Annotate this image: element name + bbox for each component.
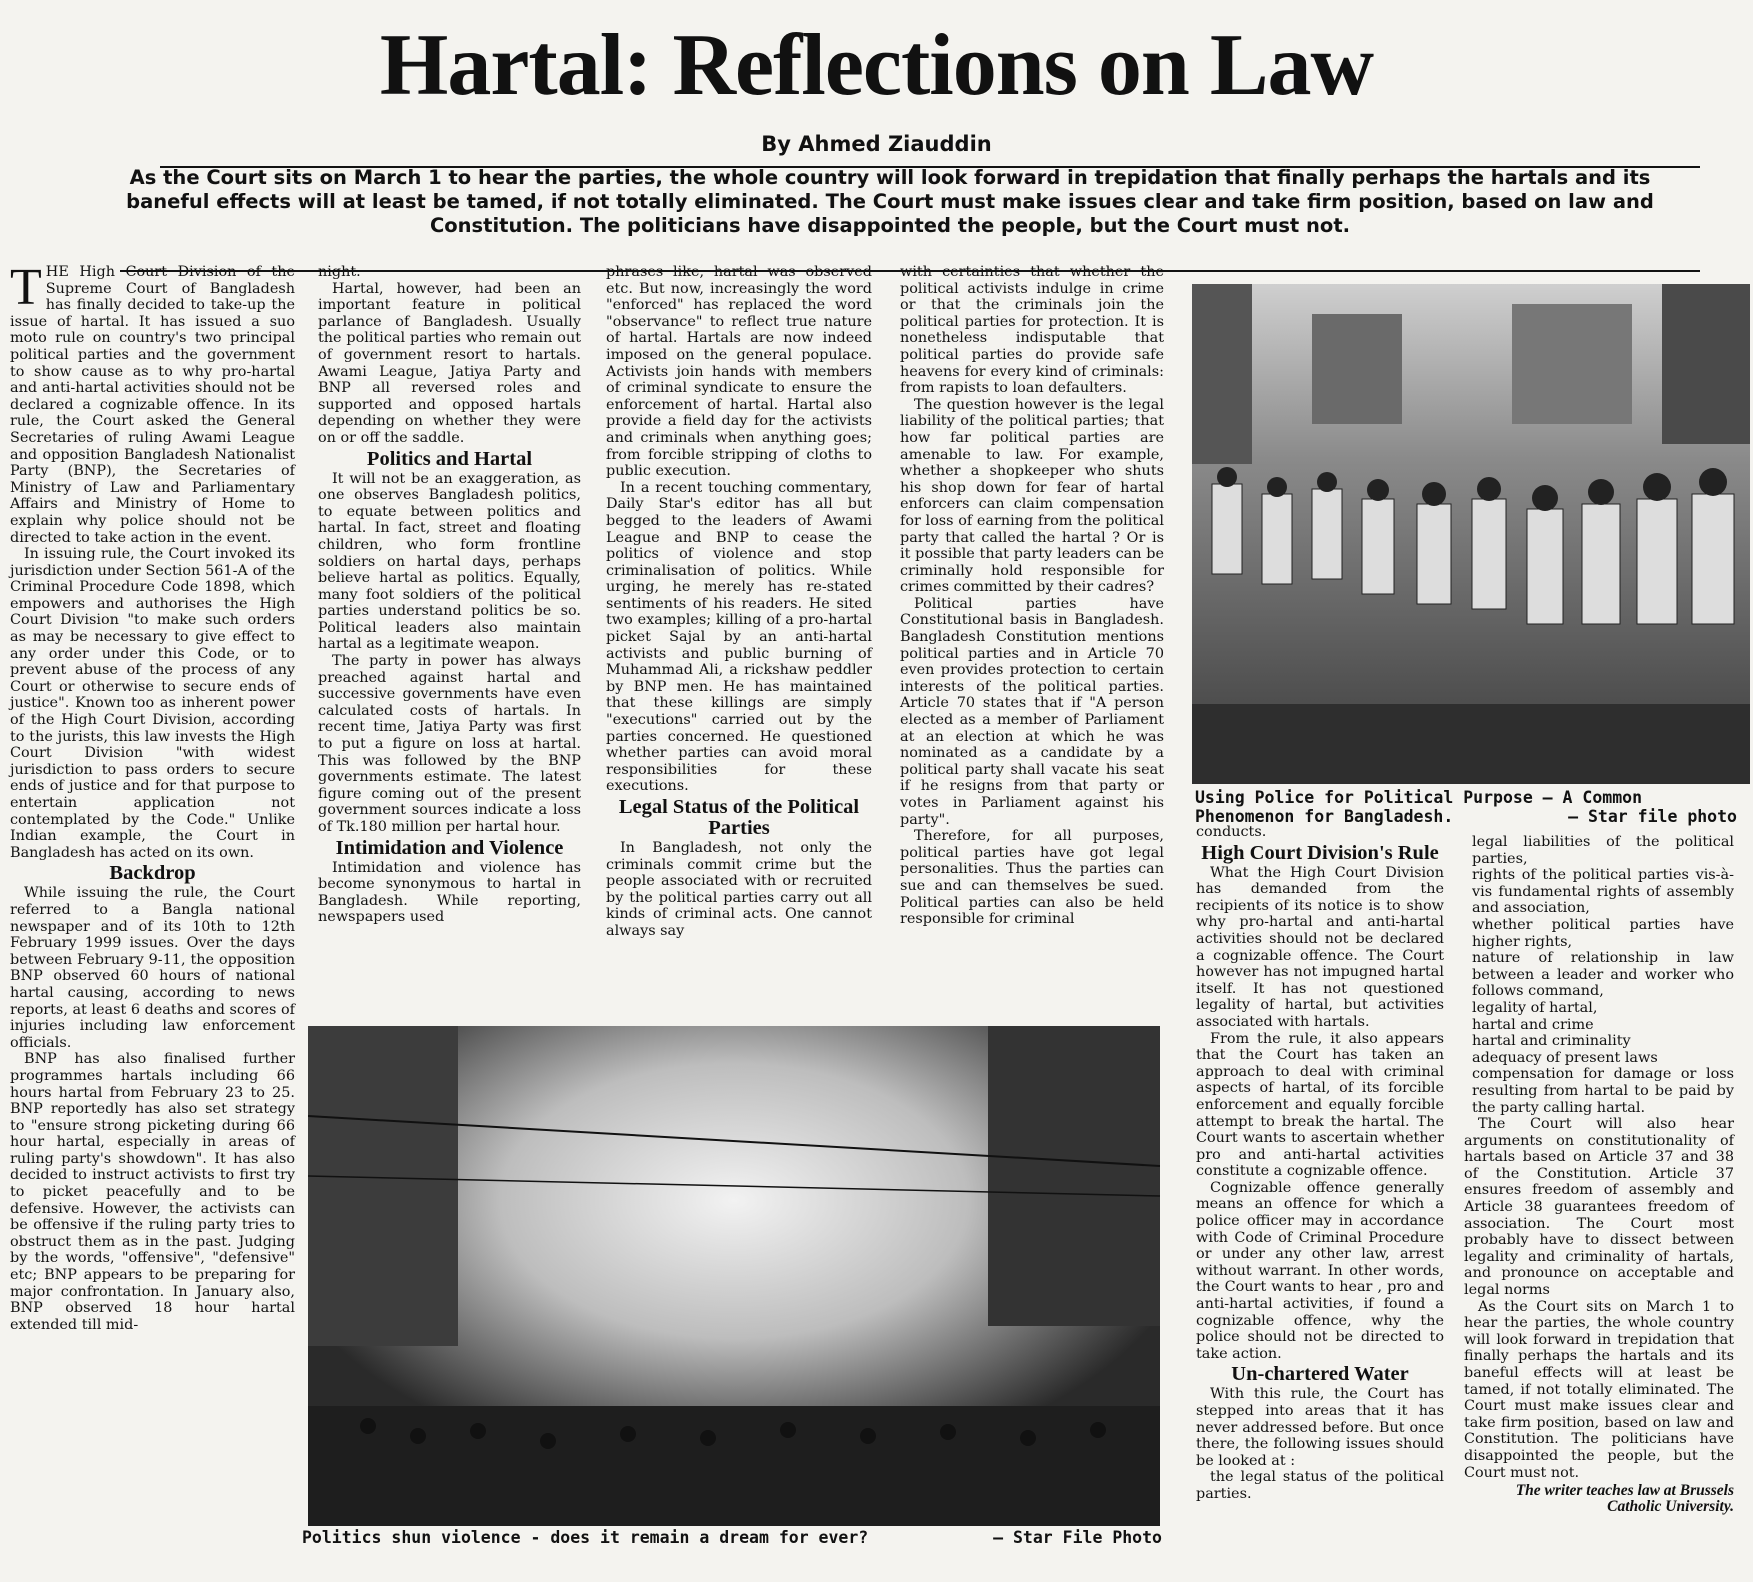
column-5 [1196,824,1444,1503]
paragraph: Hartal, however, had been an important feature in political parlance of Bangladesh. Usually the political parties who remain out of government resort to hartals. Awami League, Jatiya Party and BNP all reversed roles and supported and opposed hartals depending on whether they were on or off the saddle. [318,280,581,446]
paragraph: What the High Court Division has demanded from the recipients of its notice is to show why pro-hartal and anti-hartal activities should not be declared a cognizable offence. The Court however has not impugned hartal itself. It has not questioned legality of hartal, but activities associated with hartals. [1196,864,1444,1030]
column-1 [10,259,295,1333]
list-item: nature of relationship in law between a leader and worker who follows command, [1472,950,1734,1000]
column-4 [900,264,1164,928]
subhead-politics-and-hartal: Politics and Hartal [366,447,533,470]
standfirst: As the Court sits on March 1 to hear the parties, the whole country will look forward in trepidation that finally perhaps the hartals and its baneful effects will at least be tamed, if not totally eliminated. The Court must make issues clear and take firm position, based on law and Constitution. The politicians have disappointed the people, but the Court must not. [126,166,1654,237]
paragraph: with certainties that whether the political activists indulge in crime or that the criminals join the political parties for protection. It is nonetheless indisputable that political parties do provide safe heavens for every kind of criminals: from rapists to loan defaulters. [900,264,1164,397]
list-item: hartal and criminality [1472,1033,1631,1050]
list-item: rights of the political parties vis-à-vis fundamental rights of assembly and association, [1472,867,1734,917]
fire-photo-caption [302,1528,1162,1547]
subhead-backdrop: Backdrop [109,862,196,885]
subhead-intimidation: Intimidation and Violence [335,836,564,859]
paragraph: Political parties have Constitutional basis in Bangladesh. Bangladesh Constitution mentions political parties and in Article 70 even provides protection to certain interests of the political parties. Article 70 states that if "A person elected as a member of Parliament at an election at which he was nominated as a candidate by a political party shall vacate his seat if he resigns from that party or votes in Parliament against his party". [900,595,1164,828]
police-photo-caption [1195,788,1753,826]
street-fire-image [308,1026,1160,1526]
subhead-unchartered-water: Un-chartered Water [1231,1363,1409,1386]
paragraph: conducts. [1196,824,1267,840]
paragraph: In Bangladesh, not only the criminals commit crime but the people associated with or recruited by the political parties carry out all kinds of criminal acts. One cannot always say [606,840,872,939]
fire-photo [308,1026,1160,1526]
list-item: adequacy of present laws [1472,1049,1658,1066]
column-3 [606,264,872,940]
issues-list [1464,834,1734,1116]
headline: Hartal: Reflections on Law [379,17,1374,114]
paragraph: Intimidation and violence has become synonymous to hartal in Bangladesh. While reporting, newspapers used [318,859,581,926]
paragraph: The party in power has always preached against hartal and successive governments have even calculated costs of hartals. In recent time, Jatiya Party was first to put a figure on loss at hartal. This was followed by the BNP governments estimate. The latest figure coming out of the present government sources indicate a loss of Tk.180 million per hartal hour. [318,653,581,835]
police-photo-credit: — Star file photo [1568,807,1737,826]
list-item: legality of hartal, [1472,999,1598,1016]
list-item: hartal and crime [1472,1016,1594,1033]
police-caption-line2: Phenomenon for Bangladesh. [1195,807,1454,826]
column-2 [318,264,581,926]
paragraph: Cognizable offence generally means an offence for which a police officer may in accordance with Code of Criminal Procedure or under any other law, arrest without warrant. In other words, the Court wants to hear , pro and anti-hartal activities, if found a cognizable offence, why the police should not be directed to take action. [1196,1179,1444,1362]
paragraph: In issuing rule, the Court invoked its jurisdiction under Section 561-A of the Criminal Procedure Code 1898, which empowers and authorises the High Court Division "to make such orders as may be necessary to give effect to any order under this Code, or to prevent abuse of the process of any Court or otherwise to secure ends of justice". Known too as inherent power of the High Court Division, according to the jurists, this law invests the High Court Division "with widest jurisdiction to pass orders to secure ends of justice and for that purpose to entertain application not contemplated by the Code." Unlike Indian example, the Court in Bangladesh has acted on its own. [10,546,295,861]
police-caption-line1: Using Police for Political Purpose — A Common [1195,788,1643,807]
paragraph: It will not be an exaggeration, as one observes Bangladesh politics, to equate between politics and hartal. In fact, street and floating children, who form frontline soldiers on hartal days, perhaps believe hartal as politics. Equally, many foot soldiers of the political parties understand politics be so. Political leaders also maintain hartal as a legitimate weapon. [318,470,581,653]
paragraph: Therefore, for all purposes, political parties have got legal personalities. Thus the parties can sue and can themselves be sued. Political parties can also be held responsible for criminal [900,828,1164,928]
fire-photo-credit: — Star File Photo [993,1528,1162,1547]
paragraph: night. [318,264,361,280]
subhead-legal-status: Legal Status of the Political Parties [618,796,860,839]
list-item: compensation for damage or loss resulting from hartal to be paid by the party calling hartal. [1472,1066,1734,1116]
paragraph: From the rule, it also appears that the Court has taken an approach to deal with criminal aspects of hartal, of its forcible enforcement and equally forcible attempt to break the hartal. The Court wants to ascertain whether pro and anti-hartal activities constitute a cognizable offence. [1196,1030,1444,1180]
paragraph: With this rule, the Court has stepped into areas that it has never addressed before. But once there, the following issues should be looked at : [1196,1386,1444,1469]
byline: By Ahmed Ziauddin [761,132,992,156]
paragraph: In a recent touching commentary, Daily Star's editor has all but begged to the leaders of Awami League and BNP to cease the politics of violence and stop criminalisation of politics. While urging, he merely has re-stated sentiments of his readers. He sited two examples; killing of a pro-hartal picket Sajal by an anti-hartal activists and public burning of Muhammad Ali, a rickshaw peddler by BNP men. He has maintained that these killings are simply "executions" carried out by the parties concerned. He questioned whether parties can avoid moral responsibilities for these executions. [606,479,872,795]
list-item: legal liabilities of the political parties, [1472,834,1734,867]
paragraph: the legal status of the political parties. [1196,1469,1444,1502]
paragraph: As the Court sits on March 1 to hear the parties, the whole country will look forward in trepidation that finally perhaps the hartals and its baneful effects will at least be tamed, if not totally eliminated. The Court must make issues clear and take firm position, based on law and Constitution. The politicians have disappointed the people, but the Court must not. [1464,1298,1734,1481]
paragraph: While issuing the rule, the Court referred to a Bangla national newspaper and of its 10th to 12th February 1999 issues. Over the days between February 9-11, the opposition BNP observed 60 hours of national hartal causing, according to news reports, at least 6 deaths and scores of injuries including law enforcement officials. [10,885,295,1051]
list-item: whether political parties have higher rights, [1472,916,1734,950]
paragraph: THE High Court Division of the Supreme Court of Bangladesh has finally decided to take-up the issue of hartal. It has issued a suo moto rule on country's two principal political parties and the government to show cause as to why pro-hartal and anti-hartal activities should not be declared a cognizable offence. In its rule, the Court asked the General Secretaries of ruling Awami League and opposition Bangladesh Nationalist Party (BNP), the Secretaries of Ministry of Law and Parliamentary Affairs and Ministry of Home to explain why police should not be directed to take action in the event. [10,259,295,546]
subhead-high-court-rule: High Court Division's Rule [1201,841,1439,864]
column-6 [1464,834,1734,1515]
paragraph: The question however is the legal liability of the political parties; that how far political parties are amenable to law. For example, whether a shopkeeper who shuts his shop down for fear of hartal enforcers can claim compensation for loss of earning from the political party that called the hartal ? Or is it possible that party leaders can be criminally hold responsible for crimes committed by their cadres? [900,396,1164,596]
drop-cap: T [10,259,42,316]
fire-caption-text: Politics shun violence - does it remain a dream for ever? [302,1528,869,1547]
writer-note: The writer teaches law at Brussels Catholic University. [1515,1482,1734,1516]
paragraph: The Court will also hear arguments on constitutionality of hartals based on Article 37 and 38 of the Constitution. Article 37 ensures freedom of assembly and Article 38 guarantees freedom of association. The Court most probably have to dissect between legality and criminality of hartals, and pronounce on acceptable and legal norms [1464,1116,1734,1299]
police-crowd-image [1192,284,1750,784]
police-photo [1192,284,1750,784]
paragraph: phrases like, hartal was observed etc. But now, increasingly the word "enforced" has replaced the word "observance" to reflect true nature of hartal. Hartals are now indeed imposed on the general populace. Activists join hands with members of criminal syndicate to ensure the enforcement of hartal. Hartal also provide a field day for the activists and criminals when anything goes; from forcible stripping of cloths to public execution. [606,264,872,480]
paragraph: BNP has also finalised further programmes hartals including 66 hours hartal from February 23 to 25. BNP reportedly has also set strategy to "ensure strong picketing during 66 hour hartal, especially in areas of ruling party's showdown". It has also decided to instruct activists to first try to picket peacefully and to be defensive. However, the activists can be offensive if the ruling party tries to obstruct them as in the past. Judging by the words, "offensive", "defensive" etc; BNP appears to be preparing for major confrontation. In January also, BNP observed 18 hour hartal extended till mid- [10,1051,295,1333]
